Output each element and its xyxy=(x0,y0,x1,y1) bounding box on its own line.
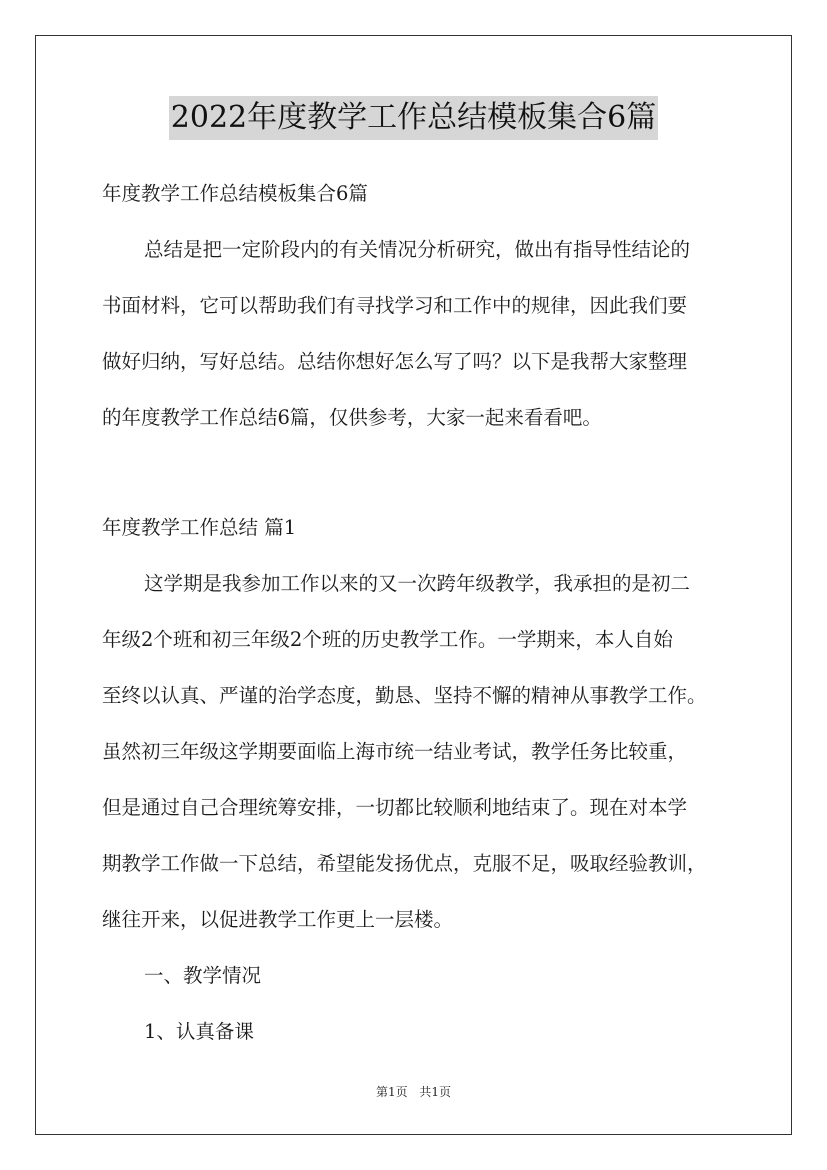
subheading-teaching-status: 一、教学情况 xyxy=(144,964,262,987)
title-container xyxy=(0,96,827,140)
paragraph-gap xyxy=(102,446,742,500)
body-line: 但是通过自己合理统筹安排，一切都比较顺利地结束了。现在对本学 xyxy=(102,796,688,819)
document-body xyxy=(102,166,742,1060)
body-line: 虽然初三年级这学期要面临上海市统一结业考试，教学任务比较重， xyxy=(102,740,688,763)
document-subtitle: 年度教学工作总结模板集合6篇 xyxy=(102,182,368,205)
body-line: 继往开来，以促进教学工作更上一层楼。 xyxy=(102,908,454,931)
intro-line: 书面材料，它可以帮助我们有寻找学习和工作中的规律，因此我们要 xyxy=(102,294,688,317)
subheading-lesson-prep: 1、认真备课 xyxy=(144,1020,254,1043)
intro-line: 的年度教学工作总结6篇，仅供参考，大家一起来看看吧。 xyxy=(102,406,602,429)
body-line: 这学期是我参加工作以来的又一次跨年级教学，我承担的是初二 xyxy=(144,572,691,595)
document-title: 2022年度教学工作总结模板集合6篇 xyxy=(169,96,658,140)
page-number: 第1页 xyxy=(375,1085,408,1099)
page-footer xyxy=(0,1084,827,1100)
intro-line: 总结是把一定阶段内的有关情况分析研究，做出有指导性结论的 xyxy=(144,238,691,261)
page-total: 共1页 xyxy=(419,1085,452,1099)
body-line: 至终以认真、严谨的治学态度，勤恳、坚持不懈的精神从事教学工作。 xyxy=(102,684,707,707)
intro-line: 做好归纳，写好总结。总结你想好怎么写了吗？以下是我帮大家整理 xyxy=(102,350,688,373)
body-line: 年级2个班和初三年级2个班的历史教学工作。一学期来，本人自始 xyxy=(102,628,673,651)
section-heading: 年度教学工作总结 篇1 xyxy=(102,516,297,539)
body-line: 期教学工作做一下总结，希望能发扬优点，克服不足，吸取经验教训， xyxy=(102,852,707,875)
